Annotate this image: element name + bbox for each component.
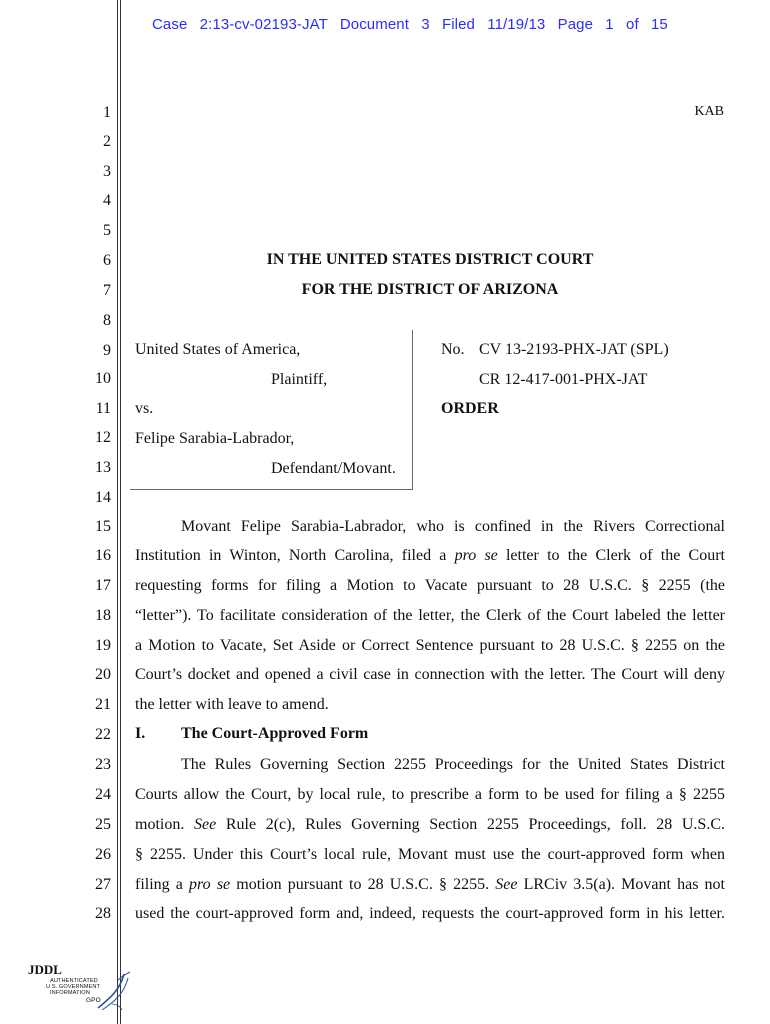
- body-line-19: a Motion to Vacate, Set Aside or Correct Sentence pursuant to 28 U.S.C. § 2255 on the: [135, 637, 725, 654]
- line-number: 25: [95, 816, 111, 833]
- line-number: 3: [103, 163, 111, 180]
- logo-text-1: AUTHENTICATED: [50, 978, 98, 984]
- body-line-23: The Rules Governing Section 2255 Proceedings for the United States District: [181, 756, 725, 773]
- line-number: 17: [95, 577, 111, 594]
- logo-text-2: U.S. GOVERNMENT: [46, 984, 101, 990]
- line-number: 1: [103, 104, 111, 121]
- line-number: 24: [95, 786, 111, 803]
- document-type: ORDER: [441, 400, 499, 417]
- line-number: 14: [95, 489, 111, 506]
- line-number: 9: [103, 342, 111, 359]
- line-number: 5: [103, 222, 111, 239]
- body-line-24: Courts allow the Court, by local rule, to prescribe a form to be used for filing a § 2255: [135, 786, 725, 803]
- section-heading: [135, 725, 368, 743]
- line-number: 23: [95, 756, 111, 773]
- line-number: 21: [95, 696, 111, 713]
- plaintiff-role: Plaintiff,: [271, 371, 328, 388]
- body-line-18: “letter”). To facilitate consideration of the letter, the Clerk of the Court labeled the letter: [135, 607, 725, 624]
- line-number: 19: [95, 637, 111, 654]
- body-line-28: used the court-approved form and, indeed, requests the court-approved form in his letter.: [135, 905, 725, 922]
- defendant-name: Felipe Sarabia-Labrador,: [135, 430, 295, 447]
- versus: vs.: [135, 400, 154, 417]
- line-number: 18: [95, 607, 111, 624]
- caption-vertical-rule: [412, 330, 413, 490]
- defendant-role: Defendant/Movant.: [271, 460, 396, 477]
- left-margin-rule-inner: [120, 0, 121, 1024]
- left-margin-rule: [117, 0, 118, 1024]
- initials-kab: KAB: [694, 104, 724, 119]
- text-run: LRCiv 3.5(a). Movant has not: [517, 876, 725, 893]
- text-run: Rule 2(c), Rules Governing Section 2255 Proceedings, foll. 28 U.S.C.: [216, 816, 725, 833]
- line-number: 10: [95, 370, 111, 387]
- line-number: 4: [103, 192, 111, 209]
- line-number: 27: [95, 876, 111, 893]
- line-number: 12: [95, 429, 111, 446]
- body-line-21: the letter with leave to amend.: [135, 696, 329, 713]
- italic-run: pro se: [454, 547, 498, 564]
- text-run: Institution in Winton, North Carolina, filed a: [135, 547, 455, 564]
- gpo-authentication-logo: [28, 962, 138, 1018]
- line-number: 26: [95, 846, 111, 863]
- line-number: 11: [95, 400, 111, 417]
- case-number-label: No.: [441, 341, 465, 358]
- italic-run: See: [495, 876, 518, 893]
- line-number: 13: [95, 459, 111, 476]
- text-run: motion.: [135, 816, 194, 833]
- logo-text-4: GPO: [86, 997, 101, 1004]
- text-run: motion pursuant to 28 U.S.C. § 2255.: [230, 876, 496, 893]
- line-number: 28: [95, 905, 111, 922]
- line-number: 16: [95, 547, 111, 564]
- line-number: 20: [95, 666, 111, 683]
- text-run: filing a: [135, 876, 190, 893]
- section-number: I.: [135, 725, 146, 742]
- eagle-swoosh-icon: [90, 968, 132, 1014]
- body-line-17: requesting forms for filing a Motion to Vacate pursuant to 28 U.S.C. § 2255 (the: [135, 577, 725, 594]
- italic-run: pro se: [189, 876, 231, 893]
- case-header: Case 2:13-cv-02193-JAT Document 3 Filed 11/19/13 Page 1 of 15: [152, 16, 668, 33]
- line-number: 2: [103, 133, 111, 150]
- body-line-25: [135, 815, 725, 835]
- logo-title: JDDL: [28, 962, 62, 977]
- italic-run: See: [193, 816, 217, 833]
- section-title: The Court-Approved Form: [181, 725, 369, 742]
- court-district: FOR THE DISTRICT OF ARIZONA: [301, 281, 559, 298]
- caption-horizontal-rule: [130, 489, 413, 490]
- line-number: 7: [103, 282, 111, 299]
- case-number-criminal: CR 12-417-001-PHX-JAT: [479, 371, 648, 388]
- text-run: letter to the Clerk of the Court: [497, 547, 725, 564]
- line-number: 22: [95, 726, 111, 743]
- line-number: 6: [103, 252, 111, 269]
- body-line-16: [135, 546, 725, 566]
- body-line-20: Court’s docket and opened a civil case in connection with the letter. The Court will deny: [135, 666, 725, 683]
- logo-text-3: INFORMATION: [50, 990, 90, 996]
- line-number: 15: [95, 518, 111, 535]
- body-line-26: § 2255. Under this Court’s local rule, Movant must use the court-approved form when: [135, 846, 725, 863]
- body-line-15: Movant Felipe Sarabia-Labrador, who is confined in the Rivers Correctional: [181, 518, 725, 535]
- plaintiff-name: United States of America,: [135, 341, 301, 358]
- body-line-27: [135, 875, 725, 895]
- case-number-civil: CV 13-2193-PHX-JAT (SPL): [479, 341, 669, 358]
- line-number: 8: [103, 312, 111, 329]
- court-name: IN THE UNITED STATES DISTRICT COURT: [266, 251, 594, 268]
